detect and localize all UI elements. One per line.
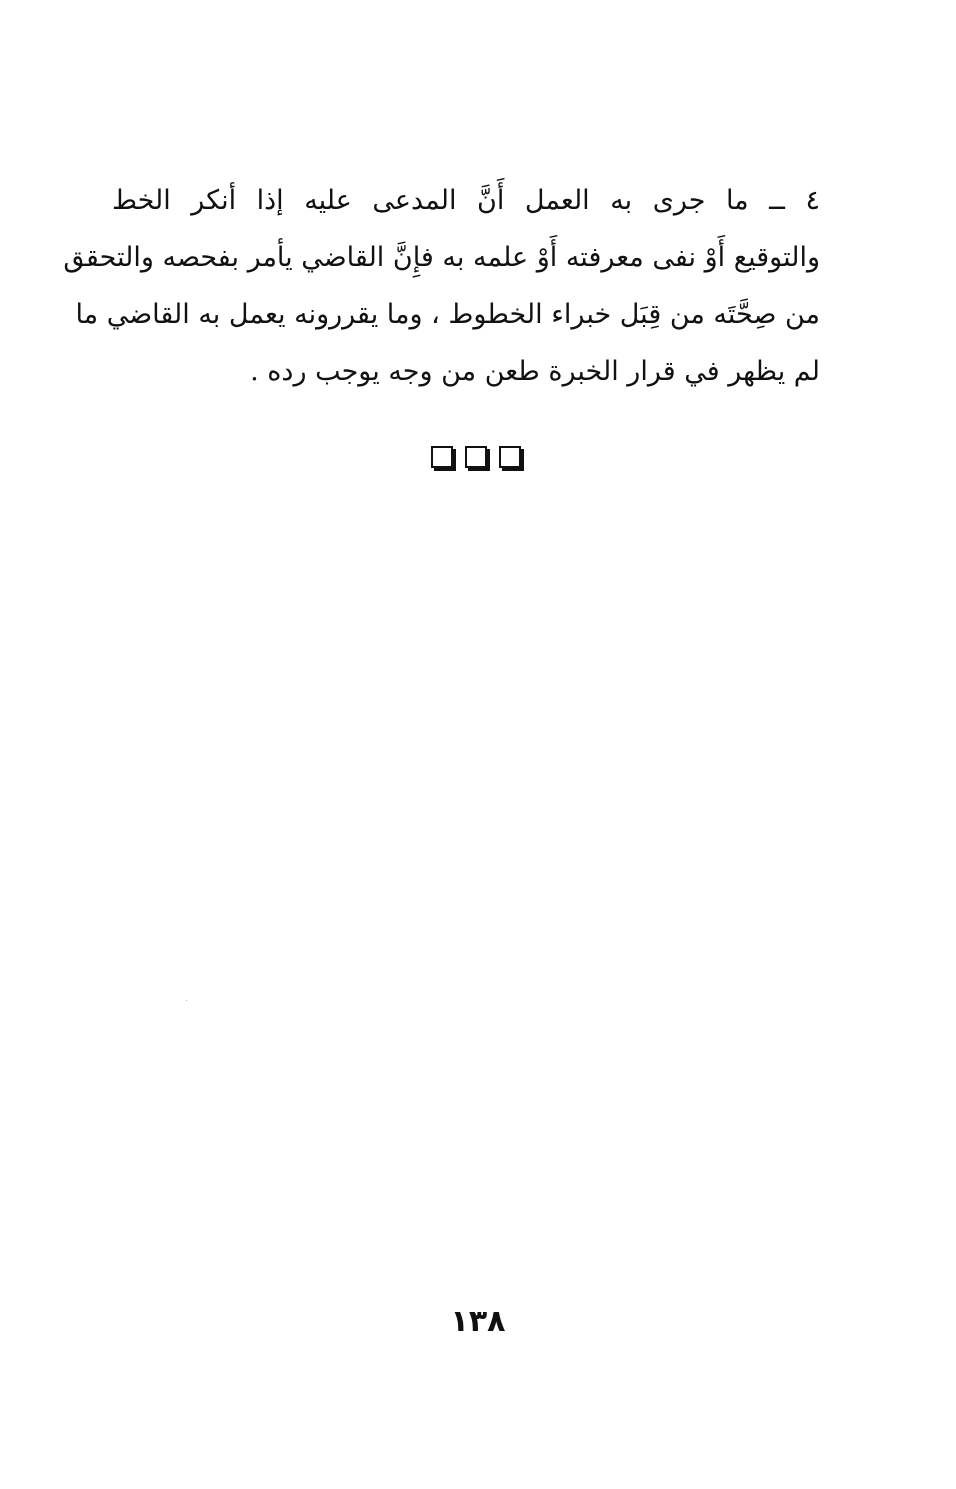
paragraph-line-3: من صِحَّتَه من قِبَل خبراء الخطوط ، وما يقررونه يعمل به القاضي ما bbox=[75, 299, 820, 330]
paragraph-line-1: ٤ ــ ما جرى به العمل أَنَّ المدعى عليه إذا أنكر الخط bbox=[112, 185, 820, 216]
square-ornament-icon bbox=[431, 446, 453, 468]
section-break-ornament bbox=[0, 444, 956, 474]
paragraph-line-4: لم يظهر في قرار الخبرة طعن من وجه يوجب رده . bbox=[250, 356, 820, 387]
paragraph-line-2: والتوقيع أَوْ نفى معرفته أَوْ علمه به فإِنَّ القاضي يأمر بفحصه والتحقق bbox=[63, 242, 820, 273]
scan-speck bbox=[186, 1000, 187, 1001]
square-ornament-icon bbox=[465, 446, 487, 468]
square-ornament-icon bbox=[499, 446, 521, 468]
paragraph bbox=[63, 172, 820, 400]
page-number: ١٣٨ bbox=[450, 1304, 506, 1339]
